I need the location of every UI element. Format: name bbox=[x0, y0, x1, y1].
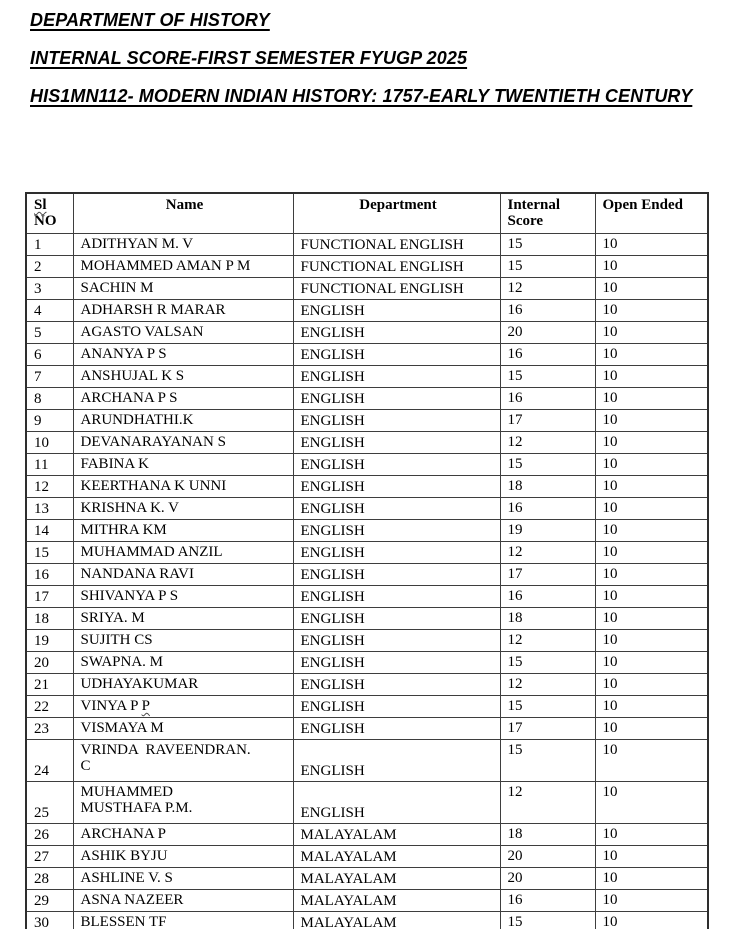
cell-department: ENGLISH bbox=[293, 476, 500, 498]
cell-open-ended: 10 bbox=[595, 718, 708, 740]
cell-department: FUNCTIONAL ENGLISH bbox=[293, 278, 500, 300]
cell-open-ended: 10 bbox=[595, 454, 708, 476]
cell-internal-score: 16 bbox=[500, 344, 595, 366]
table-row bbox=[26, 300, 708, 322]
cell-department: ENGLISH bbox=[293, 740, 500, 782]
cell-internal-score: 18 bbox=[500, 608, 595, 630]
cell-sl-no: 20 bbox=[26, 652, 73, 674]
cell-open-ended: 10 bbox=[595, 432, 708, 454]
cell-department: ENGLISH bbox=[293, 564, 500, 586]
cell-sl-no: 25 bbox=[26, 782, 73, 824]
table-row bbox=[26, 454, 708, 476]
cell-name: VINYA P P bbox=[73, 696, 293, 718]
cell-sl-no: 22 bbox=[26, 696, 73, 718]
cell-department: MALAYALAM bbox=[293, 846, 500, 868]
header-row bbox=[26, 193, 708, 234]
cell-internal-score: 12 bbox=[500, 432, 595, 454]
table-row bbox=[26, 520, 708, 542]
header-internal-text: Internal bbox=[507, 197, 560, 213]
cell-name: VRINDA RAVEENDRAN. C bbox=[73, 740, 293, 782]
cell-name: UDHAYAKUMAR bbox=[73, 674, 293, 696]
cell-name: SWAPNA. M bbox=[73, 652, 293, 674]
cell-sl-no: 21 bbox=[26, 674, 73, 696]
cell-department: ENGLISH bbox=[293, 366, 500, 388]
table-row bbox=[26, 912, 708, 929]
cell-internal-score: 15 bbox=[500, 740, 595, 782]
cell-open-ended: 10 bbox=[595, 564, 708, 586]
table-row bbox=[26, 498, 708, 520]
table-row bbox=[26, 890, 708, 912]
table-row bbox=[26, 234, 708, 256]
cell-name: MUHAMMAD ANZIL bbox=[73, 542, 293, 564]
cell-department: ENGLISH bbox=[293, 520, 500, 542]
cell-department: ENGLISH bbox=[293, 608, 500, 630]
cell-name: ADITHYAN M. V bbox=[73, 234, 293, 256]
cell-name: SHIVANYA P S bbox=[73, 586, 293, 608]
cell-department: ENGLISH bbox=[293, 542, 500, 564]
cell-sl-no: 7 bbox=[26, 366, 73, 388]
cell-open-ended: 10 bbox=[595, 410, 708, 432]
document-header bbox=[25, 10, 750, 107]
header-name: Name bbox=[73, 193, 293, 234]
header-sl-no bbox=[26, 193, 73, 234]
cell-internal-score: 12 bbox=[500, 782, 595, 824]
cell-name: MUHAMMED MUSTHAFA P.M. bbox=[73, 782, 293, 824]
cell-internal-score: 15 bbox=[500, 366, 595, 388]
cell-name: SRIYA. M bbox=[73, 608, 293, 630]
table-row bbox=[26, 824, 708, 846]
cell-internal-score: 16 bbox=[500, 498, 595, 520]
cell-department: FUNCTIONAL ENGLISH bbox=[293, 256, 500, 278]
cell-internal-score: 18 bbox=[500, 476, 595, 498]
cell-open-ended: 10 bbox=[595, 520, 708, 542]
cell-sl-no: 3 bbox=[26, 278, 73, 300]
cell-department: ENGLISH bbox=[293, 630, 500, 652]
cell-name: MOHAMMED AMAN P M bbox=[73, 256, 293, 278]
cell-internal-score: 17 bbox=[500, 410, 595, 432]
cell-open-ended: 10 bbox=[595, 300, 708, 322]
score-table-body bbox=[26, 234, 708, 929]
cell-sl-no: 9 bbox=[26, 410, 73, 432]
cell-department: ENGLISH bbox=[293, 410, 500, 432]
cell-sl-no: 11 bbox=[26, 454, 73, 476]
cell-open-ended: 10 bbox=[595, 388, 708, 410]
cell-open-ended: 10 bbox=[595, 586, 708, 608]
cell-internal-score: 18 bbox=[500, 824, 595, 846]
cell-name: ARCHANA P S bbox=[73, 388, 293, 410]
cell-name: ADHARSH R MARAR bbox=[73, 300, 293, 322]
cell-sl-no: 5 bbox=[26, 322, 73, 344]
cell-department: ENGLISH bbox=[293, 432, 500, 454]
cell-department: ENGLISH bbox=[293, 696, 500, 718]
cell-sl-no: 10 bbox=[26, 432, 73, 454]
table-row bbox=[26, 782, 708, 824]
semester-score-title: INTERNAL SCORE-FIRST SEMESTER FYUGP 2025 bbox=[30, 48, 468, 68]
cell-internal-score: 17 bbox=[500, 718, 595, 740]
cell-open-ended: 10 bbox=[595, 256, 708, 278]
table-row bbox=[26, 344, 708, 366]
cell-sl-no: 1 bbox=[26, 234, 73, 256]
cell-open-ended: 10 bbox=[595, 278, 708, 300]
cell-name: ANSHUJAL K S bbox=[73, 366, 293, 388]
cell-sl-no: 14 bbox=[26, 520, 73, 542]
score-table-head bbox=[26, 193, 708, 234]
cell-open-ended: 10 bbox=[595, 608, 708, 630]
cell-department: ENGLISH bbox=[293, 388, 500, 410]
table-row bbox=[26, 630, 708, 652]
cell-internal-score: 17 bbox=[500, 564, 595, 586]
table-row bbox=[26, 476, 708, 498]
cell-name: KRISHNA K. V bbox=[73, 498, 293, 520]
table-row bbox=[26, 696, 708, 718]
cell-department: ENGLISH bbox=[293, 498, 500, 520]
cell-sl-no: 13 bbox=[26, 498, 73, 520]
cell-open-ended: 10 bbox=[595, 366, 708, 388]
cell-internal-score: 16 bbox=[500, 388, 595, 410]
cell-open-ended: 10 bbox=[595, 344, 708, 366]
table-row bbox=[26, 278, 708, 300]
cell-internal-score: 12 bbox=[500, 278, 595, 300]
cell-department: ENGLISH bbox=[293, 782, 500, 824]
cell-internal-score: 16 bbox=[500, 586, 595, 608]
cell-name: KEERTHANA K UNNI bbox=[73, 476, 293, 498]
cell-internal-score: 15 bbox=[500, 912, 595, 929]
cell-internal-score: 12 bbox=[500, 630, 595, 652]
cell-sl-no: 23 bbox=[26, 718, 73, 740]
cell-department: ENGLISH bbox=[293, 322, 500, 344]
cell-sl-no: 8 bbox=[26, 388, 73, 410]
cell-open-ended: 10 bbox=[595, 674, 708, 696]
table-row bbox=[26, 586, 708, 608]
table-row bbox=[26, 564, 708, 586]
cell-name: SUJITH CS bbox=[73, 630, 293, 652]
table-row bbox=[26, 674, 708, 696]
cell-sl-no: 29 bbox=[26, 890, 73, 912]
table-row bbox=[26, 366, 708, 388]
cell-name: AGASTO VALSAN bbox=[73, 322, 293, 344]
cell-internal-score: 19 bbox=[500, 520, 595, 542]
cell-name: ARCHANA P bbox=[73, 824, 293, 846]
header-open-ended: Open Ended bbox=[595, 193, 708, 234]
cell-open-ended: 10 bbox=[595, 234, 708, 256]
cell-open-ended: 10 bbox=[595, 890, 708, 912]
cell-open-ended: 10 bbox=[595, 498, 708, 520]
cell-name: ASHLINE V. S bbox=[73, 868, 293, 890]
cell-internal-score: 12 bbox=[500, 674, 595, 696]
cell-sl-no: 17 bbox=[26, 586, 73, 608]
cell-open-ended: 10 bbox=[595, 824, 708, 846]
cell-department: ENGLISH bbox=[293, 674, 500, 696]
table-row bbox=[26, 652, 708, 674]
department-title: DEPARTMENT OF HISTORY bbox=[30, 10, 270, 30]
cell-sl-no: 27 bbox=[26, 846, 73, 868]
cell-sl-no: 16 bbox=[26, 564, 73, 586]
cell-internal-score: 15 bbox=[500, 454, 595, 476]
cell-department: ENGLISH bbox=[293, 454, 500, 476]
table-row bbox=[26, 432, 708, 454]
cell-name: ANANYA P S bbox=[73, 344, 293, 366]
cell-name: MITHRA KM bbox=[73, 520, 293, 542]
table-row bbox=[26, 718, 708, 740]
cell-department: MALAYALAM bbox=[293, 824, 500, 846]
cell-internal-score: 15 bbox=[500, 652, 595, 674]
cell-open-ended: 10 bbox=[595, 782, 708, 824]
header-department: Department bbox=[293, 193, 500, 234]
cell-open-ended: 10 bbox=[595, 912, 708, 929]
cell-department: FUNCTIONAL ENGLISH bbox=[293, 234, 500, 256]
cell-sl-no: 26 bbox=[26, 824, 73, 846]
cell-open-ended: 10 bbox=[595, 652, 708, 674]
cell-internal-score: 20 bbox=[500, 322, 595, 344]
cell-department: ENGLISH bbox=[293, 586, 500, 608]
table-row bbox=[26, 388, 708, 410]
cell-internal-score: 20 bbox=[500, 868, 595, 890]
cell-open-ended: 10 bbox=[595, 868, 708, 890]
cell-open-ended: 10 bbox=[595, 740, 708, 782]
table-row bbox=[26, 542, 708, 564]
cell-open-ended: 10 bbox=[595, 542, 708, 564]
cell-sl-no: 4 bbox=[26, 300, 73, 322]
cell-internal-score: 16 bbox=[500, 890, 595, 912]
cell-name: SACHIN M bbox=[73, 278, 293, 300]
cell-open-ended: 10 bbox=[595, 630, 708, 652]
header-sl-text: Sl bbox=[34, 197, 47, 213]
cell-sl-no: 6 bbox=[26, 344, 73, 366]
table-row bbox=[26, 740, 708, 782]
cell-name: NANDANA RAVI bbox=[73, 564, 293, 586]
cell-sl-no: 30 bbox=[26, 912, 73, 929]
score-table bbox=[25, 192, 709, 929]
cell-internal-score: 15 bbox=[500, 234, 595, 256]
cell-name: BLESSEN TF bbox=[73, 912, 293, 929]
course-title: HIS1MN112- MODERN INDIAN HISTORY: 1757-EARLY TWENTIETH CENTURY bbox=[30, 86, 693, 106]
cell-department: ENGLISH bbox=[293, 652, 500, 674]
header-internal-score bbox=[500, 193, 595, 234]
header-no-text: NO bbox=[34, 213, 57, 229]
cell-department: MALAYALAM bbox=[293, 890, 500, 912]
cell-department: ENGLISH bbox=[293, 718, 500, 740]
table-row bbox=[26, 846, 708, 868]
cell-open-ended: 10 bbox=[595, 476, 708, 498]
cell-name: VISMAYA M bbox=[73, 718, 293, 740]
cell-internal-score: 16 bbox=[500, 300, 595, 322]
table-row bbox=[26, 608, 708, 630]
cell-name: ASHIK BYJU bbox=[73, 846, 293, 868]
cell-sl-no: 12 bbox=[26, 476, 73, 498]
cell-open-ended: 10 bbox=[595, 322, 708, 344]
cell-name: FABINA K bbox=[73, 454, 293, 476]
table-row bbox=[26, 868, 708, 890]
cell-sl-no: 28 bbox=[26, 868, 73, 890]
cell-name: DEVANARAYANAN S bbox=[73, 432, 293, 454]
cell-department: ENGLISH bbox=[293, 344, 500, 366]
cell-sl-no: 24 bbox=[26, 740, 73, 782]
table-row bbox=[26, 322, 708, 344]
cell-name: ARUNDHATHI.K bbox=[73, 410, 293, 432]
table-row bbox=[26, 410, 708, 432]
cell-sl-no: 19 bbox=[26, 630, 73, 652]
cell-internal-score: 15 bbox=[500, 256, 595, 278]
cell-open-ended: 10 bbox=[595, 846, 708, 868]
cell-sl-no: 18 bbox=[26, 608, 73, 630]
cell-name: ASNA NAZEER bbox=[73, 890, 293, 912]
cell-sl-no: 15 bbox=[26, 542, 73, 564]
cell-department: MALAYALAM bbox=[293, 912, 500, 929]
cell-internal-score: 20 bbox=[500, 846, 595, 868]
table-row bbox=[26, 256, 708, 278]
cell-sl-no: 2 bbox=[26, 256, 73, 278]
header-score-text: Score bbox=[507, 213, 544, 229]
cell-internal-score: 12 bbox=[500, 542, 595, 564]
cell-internal-score: 15 bbox=[500, 696, 595, 718]
cell-open-ended: 10 bbox=[595, 696, 708, 718]
cell-department: ENGLISH bbox=[293, 300, 500, 322]
spellcheck-wavy-text: P bbox=[141, 698, 150, 714]
cell-department: MALAYALAM bbox=[293, 868, 500, 890]
